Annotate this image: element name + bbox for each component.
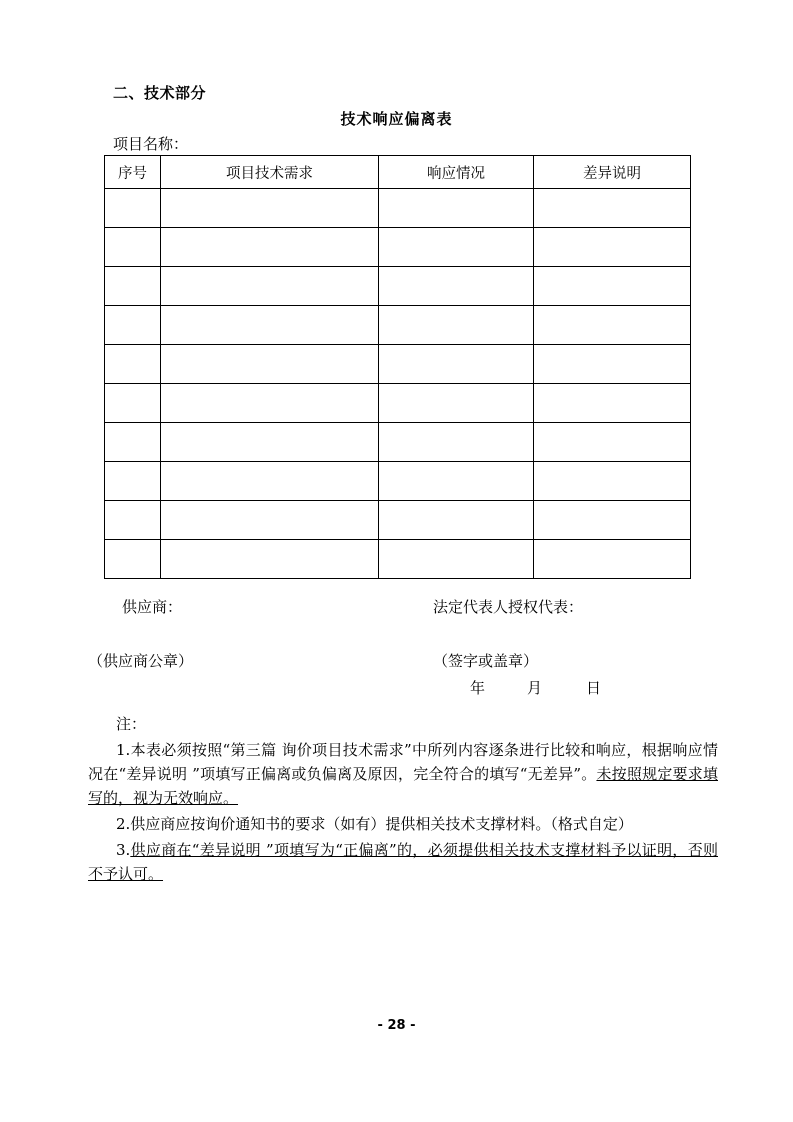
table-cell[interactable] bbox=[161, 345, 379, 384]
table-cell[interactable] bbox=[534, 423, 691, 462]
table-cell[interactable] bbox=[379, 501, 534, 540]
notes-label: 注： bbox=[116, 715, 147, 733]
table-cell[interactable] bbox=[161, 423, 379, 462]
table-cell[interactable] bbox=[379, 306, 534, 345]
table-cell[interactable] bbox=[379, 423, 534, 462]
table-cell[interactable] bbox=[379, 540, 534, 579]
table-row bbox=[105, 345, 691, 384]
page-number: - 28 - bbox=[377, 1018, 416, 1033]
legal-rep-label: 法定代表人授权代表： bbox=[433, 598, 584, 616]
date-year-label: 年 bbox=[470, 679, 486, 697]
table-row bbox=[105, 306, 691, 345]
table-cell[interactable] bbox=[161, 228, 379, 267]
table-cell[interactable] bbox=[105, 384, 161, 423]
table-cell[interactable] bbox=[379, 384, 534, 423]
table-cell[interactable] bbox=[534, 267, 691, 306]
table-cell[interactable] bbox=[379, 345, 534, 384]
table-cell[interactable] bbox=[105, 345, 161, 384]
table-cell[interactable] bbox=[161, 501, 379, 540]
table-header-cell: 响应情况 bbox=[379, 156, 534, 189]
table-row bbox=[105, 540, 691, 579]
table-row bbox=[105, 267, 691, 306]
table-row bbox=[105, 384, 691, 423]
notes-block bbox=[88, 712, 718, 886]
table-cell[interactable] bbox=[105, 462, 161, 501]
table-row bbox=[105, 501, 691, 540]
table-cell[interactable] bbox=[379, 462, 534, 501]
page-title: 技术响应偏离表 bbox=[340, 110, 453, 128]
deviation-table bbox=[104, 155, 691, 579]
note-item-1 bbox=[88, 738, 718, 810]
table-cell[interactable] bbox=[105, 423, 161, 462]
table-cell[interactable] bbox=[161, 306, 379, 345]
table-row bbox=[105, 423, 691, 462]
table-cell[interactable] bbox=[161, 540, 379, 579]
project-name-label: 项目名称： bbox=[113, 135, 189, 153]
table-cell[interactable] bbox=[105, 267, 161, 306]
table-cell[interactable] bbox=[105, 189, 161, 228]
table-cell[interactable] bbox=[161, 267, 379, 306]
table-header-cell: 序号 bbox=[105, 156, 161, 189]
date-line bbox=[470, 677, 601, 698]
note-item-2: 2.供应商应按询价通知书的要求（如有）提供相关技术支撑材料。（格式自定） bbox=[116, 815, 633, 833]
table-cell[interactable] bbox=[534, 345, 691, 384]
note-item-3-prefix: 3. bbox=[116, 841, 131, 859]
table-cell[interactable] bbox=[534, 228, 691, 267]
note-item-1-text: 1.本表必须按照“第三篇 询价项目技术需求”中所列内容逐条进行比较和响应，根据响应情况在“差异说明 ”项填写正偏离或负偏离及原因，完全符合的填写“无差异”。 bbox=[88, 741, 718, 783]
table-cell[interactable] bbox=[105, 501, 161, 540]
table-header-cell: 项目技术需求 bbox=[161, 156, 379, 189]
table-cell[interactable] bbox=[379, 267, 534, 306]
table-row bbox=[105, 462, 691, 501]
table-cell[interactable] bbox=[161, 189, 379, 228]
table-cell[interactable] bbox=[534, 501, 691, 540]
table-cell[interactable] bbox=[161, 462, 379, 501]
date-day-label: 日 bbox=[586, 679, 602, 697]
table-cell[interactable] bbox=[534, 189, 691, 228]
table-cell[interactable] bbox=[379, 189, 534, 228]
table-cell[interactable] bbox=[534, 306, 691, 345]
table-row bbox=[105, 189, 691, 228]
supplier-label: 供应商： bbox=[122, 598, 183, 616]
table-cell[interactable] bbox=[161, 384, 379, 423]
table-cell[interactable] bbox=[534, 384, 691, 423]
table-cell[interactable] bbox=[105, 306, 161, 345]
table-header-cell: 差异说明 bbox=[534, 156, 691, 189]
note-item-3 bbox=[88, 838, 718, 886]
sign-or-seal-label: （签字或盖章） bbox=[433, 652, 539, 670]
table-cell[interactable] bbox=[534, 462, 691, 501]
table-row bbox=[105, 228, 691, 267]
table-cell[interactable] bbox=[105, 540, 161, 579]
table-cell[interactable] bbox=[379, 228, 534, 267]
section-heading: 二、技术部分 bbox=[113, 84, 207, 102]
date-month-label: 月 bbox=[527, 679, 543, 697]
table-header-row bbox=[105, 156, 691, 189]
table-cell[interactable] bbox=[534, 540, 691, 579]
note-item-3-underlined: 供应商在“差异说明 ”项填写为“正偏离”的，必须提供相关技术支撑材料予以证明，否则不予认可。 bbox=[88, 841, 718, 883]
note-item-1-underlined: 未按照规定要求填写的，视为无效响应。 bbox=[88, 765, 718, 807]
supplier-seal-label: （供应商公章） bbox=[88, 652, 194, 670]
table-cell[interactable] bbox=[105, 228, 161, 267]
